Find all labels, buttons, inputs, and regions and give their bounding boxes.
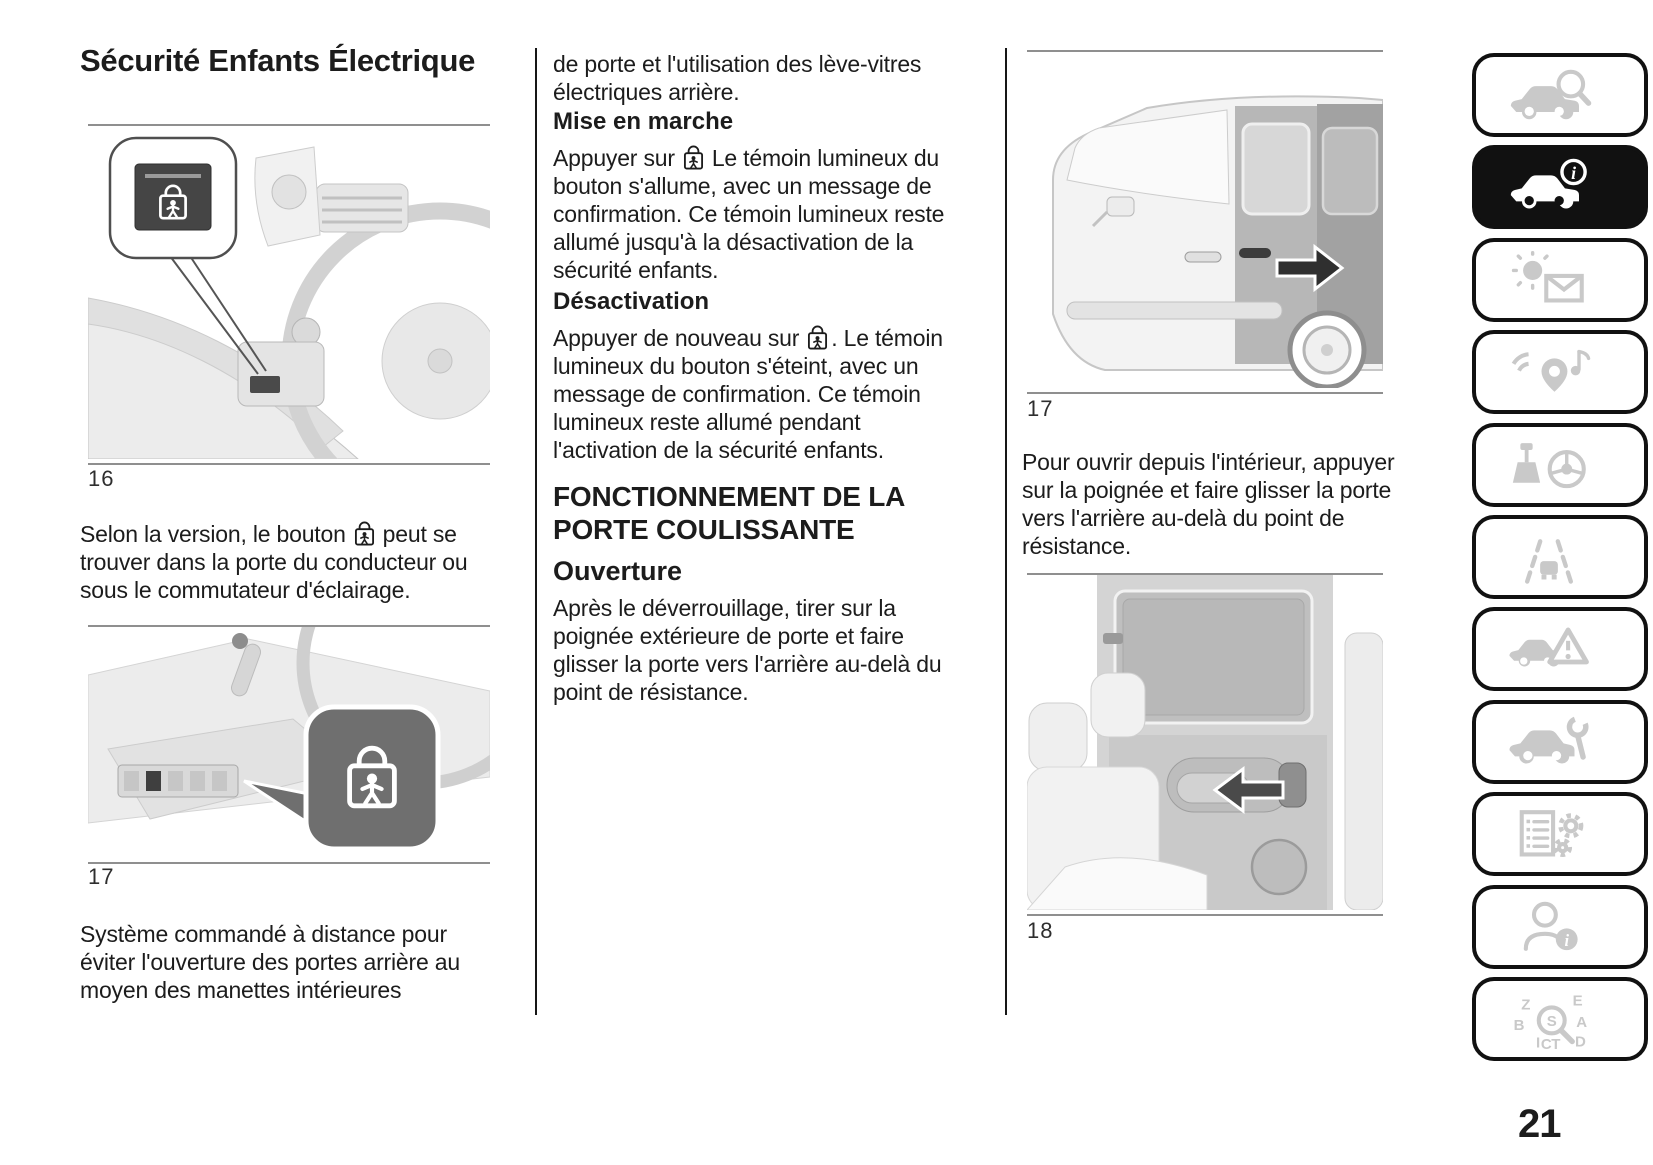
middle-paragraph-1-pre: Appuyer sur [553,145,675,171]
left-paragraph-1 [80,520,504,604]
column-divider-2 [1005,48,1007,1015]
svg-text:Z: Z [1521,996,1531,1014]
tab-emergency-triangle[interactable] [1472,607,1648,691]
right-paragraph-1: Pour ouvrir depuis l'intérieur, appuyer sur la poignée et faire glisser la porte vers l'arrière au-delà du point de résistance. [1022,449,1395,559]
figure-16 [88,124,490,465]
figure-17-right-caption: 17 [1027,396,1054,421]
svg-text:D: D [1574,1033,1586,1049]
figure-17-left [88,625,490,864]
gearshift-steering-icon [1490,435,1608,495]
car-info-icon [1490,157,1608,217]
lane-assist-icon [1490,527,1608,587]
child-lock-icon [352,520,377,547]
figure-17-left-caption: 17 [88,864,115,889]
warning-light-message-icon [1490,250,1608,310]
svg-text:A: A [1576,1014,1588,1032]
subheading-desactivation: Désactivation [553,288,710,315]
tab-warning-light-message[interactable] [1472,238,1648,322]
emergency-triangle-icon [1490,619,1608,679]
left-paragraph-1-post: peut se trouver dans la porte du conducteur ou sous le commutateur d'éclairage. [80,521,468,603]
left-paragraph-2: Système commandé à distance pour éviter l'ouverture des portes arrière au moyen des manettes intérieures [80,921,460,1003]
middle-paragraph-2-pre: Appuyer de nouveau sur [553,325,800,351]
tab-gearshift-steering[interactable] [1472,423,1648,507]
column-divider-1 [535,48,537,1015]
person-info-icon [1490,897,1608,957]
child-lock-icon [681,144,706,171]
page-number: 21 [1518,1102,1561,1146]
middle-paragraph-2 [553,324,967,464]
left-paragraph-1-pre: Selon la version, le bouton [80,521,346,547]
figure-18 [1027,573,1383,916]
child-lock-icon [805,324,830,351]
middle-paragraph-0: de porte et l'utilisation des lève-vitres électriques arrière. [553,51,922,105]
middle-paragraph-1-post: Le témoin lumineux du bouton s'allume, avec un message de confirmation. Ce témoin lumineux reste allumé jusqu'à la désactivation de la sécurité enfants. [553,145,945,283]
tab-lane-assist[interactable] [1472,515,1648,599]
tab-car-magnifier[interactable] [1472,53,1648,137]
middle-paragraph-3: Après le déverrouillage, tirer sur la poignée extérieure de porte et faire glisser la porte vers l'arrière au-delà du point de résistance. [553,595,942,705]
car-wrench-icon [1490,712,1608,772]
tab-person-info[interactable] [1472,885,1648,969]
tab-index-search[interactable] [1472,977,1648,1061]
svg-text:E: E [1572,992,1583,1010]
figure-17-right [1027,50,1383,394]
svg-text:i: i [1571,162,1577,183]
svg-text:S: S [1546,1012,1557,1030]
figure-18-illustration [1027,575,1383,910]
svg-text:T: T [1551,1036,1561,1049]
figure-16-caption: 16 [88,466,115,491]
tab-car-info[interactable] [1472,145,1648,229]
tab-multimedia-navigation[interactable] [1472,330,1648,414]
svg-text:C: C [1540,1036,1552,1049]
section-heading-porte-coulissante: FONCTIONNEMENT DE LA PORTE COULISSANTE [553,481,905,545]
index-search-icon [1490,989,1608,1049]
subheading-ouverture: Ouverture [553,556,683,586]
figure-17-left-illustration [88,627,490,858]
middle-column [553,50,967,706]
subheading-mise-en-marche: Mise en marche [553,108,734,135]
svg-text:B: B [1513,1016,1525,1034]
figure-18-caption: 18 [1027,918,1054,943]
middle-paragraph-1 [553,144,967,284]
tab-car-wrench[interactable] [1472,700,1648,784]
middle-paragraph-2-post: . Le témoin lumineux du bouton s'éteint, avec un message de confirmation. Ce témoin lumineux reste allumé pendant l'activation de la sécurité enfants. [553,325,943,463]
tab-specs-gears[interactable] [1472,792,1648,876]
svg-text:I: I [1536,1034,1541,1049]
page-title: Sécurité Enfants Électrique [80,43,476,78]
figure-16-illustration [88,126,490,459]
car-magnifier-icon [1490,65,1608,125]
figure-17-right-illustration [1027,52,1383,388]
multimedia-navigation-icon [1490,342,1608,402]
specs-gears-icon [1490,804,1608,864]
svg-text:i: i [1564,931,1570,951]
